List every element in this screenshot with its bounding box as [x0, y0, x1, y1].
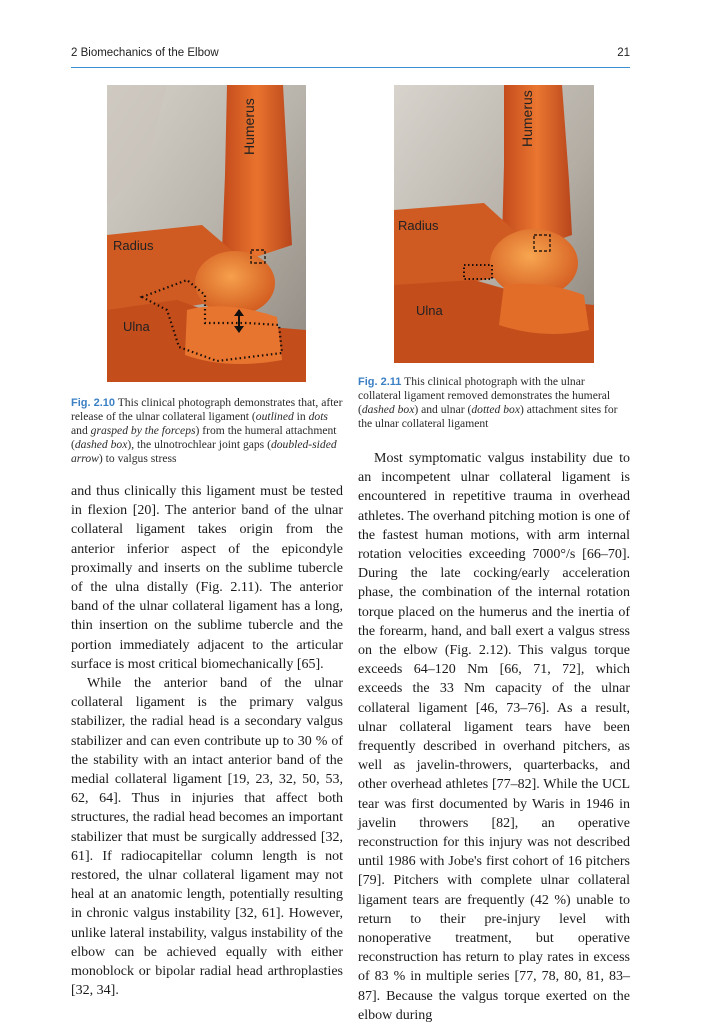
caption-text: in [293, 410, 309, 424]
caption-italic: grasped by the forceps [90, 424, 196, 438]
paragraph: and thus clinically this ligament must be tested in flexion [20]. The anterior band of the ulnar collateral ligament takes origin from the anterior inferior aspect of the epicondyle proximally and inserts on the sublime tubercle of the ulna distally (Fig. 2.11). The anterior band of the ulnar collateral ligament has a long, thin insertion on the sublime tubercle and the portion immediately adjacent to the articular surface is most critical biomechanically [65]. [71, 484, 343, 672]
paragraph: Most symptomatic valgus instability due to an incompetent ulnar collateral ligament is encountered in repetitive trauma in overhead athletes. The overhand pitching motion is one of the fastest human motions, with arm internal rotation velocities exceeding 7000°/s [66–70]. During the late cocking/early acceleration phase, the combination of the internal rotation torque placed on the humerus and the inertia of the forearm, hand, and ball exert a valgus stress on the elbow (Fig. 2.12). This valgus torque exceeds 64–120 Nm [66, 71, 72], which exceeds the 33 Nm capacity of the ulnar collateral ligament [46, 73–76]. As a result, ulnar collateral ligament tears have been frequently described in overhand pitchers, as well as javelin-throwers, quarterbacks, and other overhead athletes [77–82]. While the UCL tear was first documented by Waris in 1946 in javelin throwers [82], an operative reconstruction for this injury was not described until 1986 with Jobe's first cohort of 16 pitchers [79]. Pitchers with complete ulnar collateral ligament tears are frequently (42 %) unable to return to their pre-injury level with nonoperative treatment, but operative reconstruction has return to play rates in excess of 83 % in multiple series [77, 78, 80, 81, 83–87]. Because the valgus torque exerted on the elbow during [358, 451, 630, 1023]
caption-text: ) to valgus stress [98, 452, 177, 466]
caption-text: ), the ulnotrochlear joint gaps ( [127, 438, 271, 452]
caption-text: This clinical photograph with the ulnar collateral ligament removed demonstrates the humeral ( [358, 375, 611, 417]
figure-label: Fig. 2.11 [358, 376, 402, 388]
ulna-label: Ulna [123, 319, 150, 334]
caption-text: ) from the humeral attachment ( [71, 424, 337, 452]
humerus-label: Humerus [519, 90, 535, 147]
ulna-label: Ulna [416, 303, 443, 318]
figure-2-10-caption [71, 396, 343, 466]
caption-italic: doubled-sided arrow [71, 438, 337, 466]
running-header [71, 47, 630, 63]
chapter-title: 2 Biomechanics of the Elbow [71, 47, 219, 59]
figure-label: Fig. 2.10 [71, 397, 116, 409]
figure-2-11-photo [394, 85, 594, 363]
body-column-left [71, 482, 343, 1000]
header-rule [71, 67, 630, 68]
figure-2-11-caption [358, 375, 630, 431]
figure-2-10-photo [107, 85, 306, 382]
page-number: 21 [617, 47, 630, 59]
body-column-right [358, 449, 630, 1025]
caption-italic: outlined [255, 410, 294, 424]
caption-text: ) and ulnar ( [414, 403, 472, 417]
radius-label: Radius [113, 238, 154, 253]
caption-italic: dashed box [361, 403, 415, 417]
caption-text: This clinical photograph demonstrates that, after release of the ulnar collateral ligament ( [71, 396, 343, 424]
paragraph: While the anterior band of the ulnar collateral ligament is the primary valgus stabilizer, the radial head is a secondary valgus stabilizer and can even contribute up to 30 % of the stability with an intact anterior band of the medial collateral ligament [19, 23, 32, 50, 53, 62, 64]. Thus in injuries that affect both structures, the radial head becomes an important stabilizer that must be surgically addressed [32, 61]. If radiocapitellar column length is not restored, the ulnar collateral ligament may not heal at an anatomic length, potentially resulting in chronic valgus instability [32, 61]. However, unlike lateral instability, valgus instability of the elbow can be achieved equally with either monoblock or bipolar radial head arthroplasties [32, 34]. [71, 676, 343, 999]
caption-italic: dotted box [471, 403, 520, 417]
radius-label: Radius [398, 218, 439, 233]
caption-italic: dots [308, 410, 328, 424]
caption-italic: dashed box [74, 438, 128, 452]
caption-text: and [71, 424, 91, 438]
humerus-label: Humerus [241, 98, 257, 155]
caption-text: ) attachment sites for the ulnar collateral ligament [358, 403, 618, 431]
